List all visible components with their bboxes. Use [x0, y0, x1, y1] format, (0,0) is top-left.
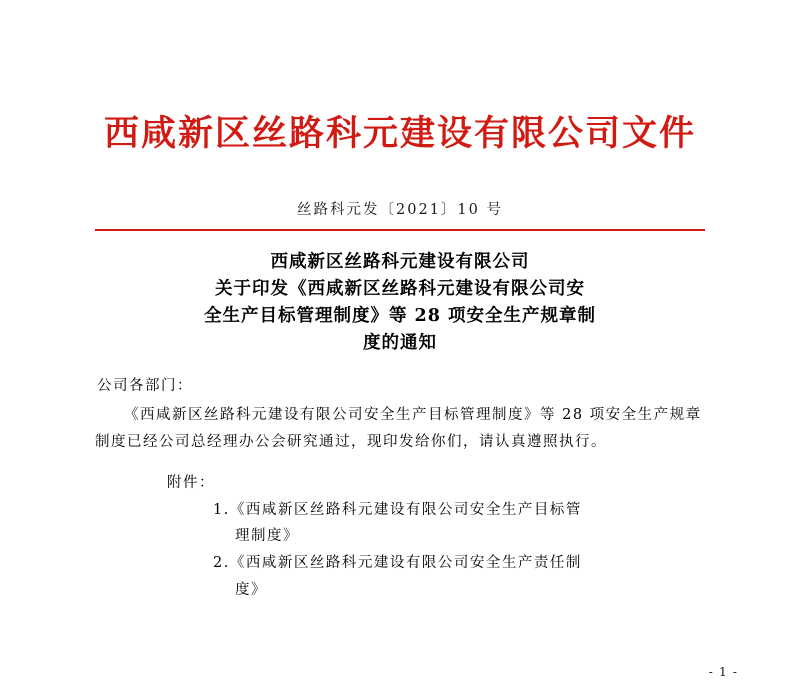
body-paragraph-1: 《西咸新区丝路科元建设有限公司安全生产目标管理制度》等 28 项安全生产规章制度已经公司总经理办公会研究通过，现印发给你们，请认真遵照执行。 — [95, 407, 702, 450]
attachment-item-2-cont: 度》 — [235, 581, 267, 598]
title-line-2: 关于印发《西咸新区丝路科元建设有限公司安 — [215, 278, 585, 299]
document-page — [0, 112, 800, 697]
attachment-item-1: 1.《西咸新区丝路科元建设有限公司安全生产目标管 — [213, 501, 582, 518]
red-divider-line — [95, 229, 705, 231]
title-line-3: 全生产目标管理制度》等 28 项安全生产规章制 — [203, 306, 597, 326]
title-line-1: 西咸新区丝路科元建设有限公司 — [270, 251, 530, 272]
attachment-item-2: 2.《西咸新区丝路科元建设有限公司安全生产责任制 — [213, 555, 582, 572]
document-body — [95, 373, 705, 455]
document-header — [0, 112, 800, 156]
attachment-item-1-cont: 理制度》 — [235, 528, 299, 545]
attachment-section — [95, 470, 705, 604]
organization-title: 西咸新区丝路科元建设有限公司文件 — [103, 113, 696, 154]
document-number: 丝路科元发〔2021〕10 号 — [297, 201, 503, 218]
attachment-label: 附件： — [167, 474, 215, 491]
salutation: 公司各部门： — [97, 378, 193, 395]
page-number: - 1 - — [708, 664, 738, 679]
title-line-4: 度的通知 — [363, 333, 437, 354]
document-title — [95, 249, 705, 358]
